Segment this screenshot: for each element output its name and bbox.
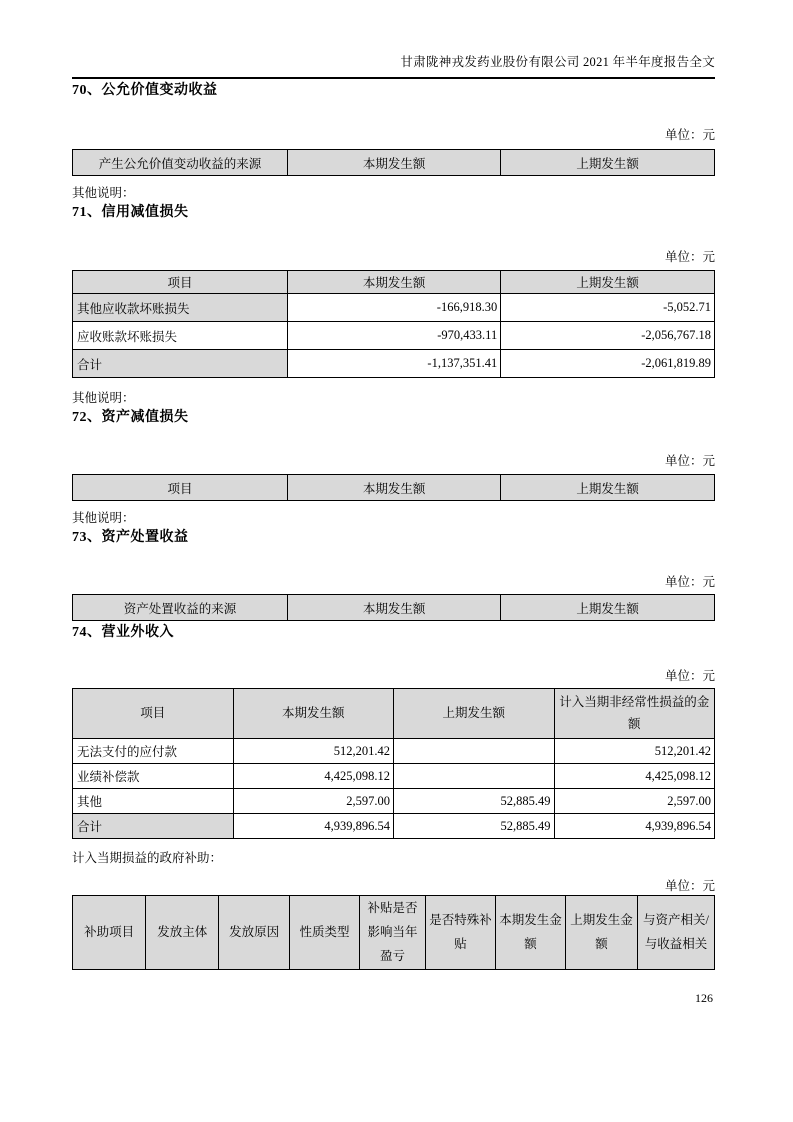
row-label: 应收账款坏账损失 <box>73 322 288 350</box>
col-header-asset-or-income-related: 与资产相关/与收益相关 <box>637 896 714 970</box>
col-header-grantor: 发放主体 <box>146 896 219 970</box>
cell-current-value: -166,918.30 <box>288 294 501 322</box>
col-header-current-period: 本期发生额 <box>288 271 501 294</box>
col-header-current-period: 本期发生额 <box>288 595 501 621</box>
table-header-row <box>73 271 715 294</box>
col-header-current-amount: 本期发生金额 <box>496 896 566 970</box>
cell-current-value: -970,433.11 <box>288 322 501 350</box>
cell-nonrecurring-value: 2,597.00 <box>554 789 715 814</box>
table-header-row <box>73 475 715 501</box>
cell-prior-value: -2,056,767.18 <box>501 322 715 350</box>
row-label-total: 合计 <box>73 814 234 839</box>
table-asset-impairment-loss <box>72 474 715 501</box>
table-row <box>73 322 715 350</box>
col-header-item: 项目 <box>73 475 288 501</box>
col-header-prior-period: 上期发生额 <box>501 150 715 176</box>
cell-current-value: 2,597.00 <box>233 789 394 814</box>
unit-label: 单位：元 <box>664 250 715 264</box>
table-row-total <box>73 814 715 839</box>
table-header-row <box>73 689 715 739</box>
table-fair-value-change <box>72 149 715 176</box>
section-70-title: 70、公允价值变动收益 <box>72 83 218 98</box>
table-header-row <box>73 896 715 970</box>
col-header-prior-period: 上期发生额 <box>501 595 715 621</box>
col-header-source: 产生公允价值变动收益的来源 <box>73 150 288 176</box>
col-header-prior-period: 上期发生额 <box>501 271 715 294</box>
table-credit-impairment-loss <box>72 270 715 378</box>
unit-label: 单位：元 <box>664 879 715 893</box>
col-header-grant-item: 补助项目 <box>73 896 146 970</box>
table-row <box>73 789 715 814</box>
col-header-nonrecurring-amount: 计入当期非经常性损益的金额 <box>554 689 715 739</box>
cell-prior-value: 52,885.49 <box>394 789 555 814</box>
table-non-operating-income <box>72 688 715 839</box>
col-header-current-period: 本期发生额 <box>288 475 501 501</box>
table-row <box>73 739 715 764</box>
page-number: 126 <box>695 991 713 1006</box>
col-header-prior-period: 上期发生额 <box>394 689 555 739</box>
cell-prior-value <box>394 739 555 764</box>
other-notes-label: 其他说明： <box>72 511 135 525</box>
section-71-title: 71、信用减值损失 <box>72 205 189 220</box>
col-header-source: 资产处置收益的来源 <box>73 595 288 621</box>
col-header-grant-reason: 发放原因 <box>219 896 290 970</box>
table-asset-disposal-income <box>72 594 715 621</box>
col-header-current-period: 本期发生额 <box>233 689 394 739</box>
document-header-title: 甘肃陇神戎发药业股份有限公司 2021 年半年度报告全文 <box>400 55 715 69</box>
row-label: 其他应收款坏账损失 <box>73 294 288 322</box>
col-header-affects-profit: 补贴是否影响当年盈亏 <box>359 896 425 970</box>
cell-current-value: 512,201.42 <box>233 739 394 764</box>
col-header-prior-period: 上期发生额 <box>501 475 715 501</box>
section-73-title: 73、资产处置收益 <box>72 530 189 545</box>
gov-grants-note: 计入当期损益的政府补助： <box>72 851 223 865</box>
cell-nonrecurring-value: 4,939,896.54 <box>554 814 715 839</box>
cell-prior-value: -2,061,819.89 <box>501 350 715 378</box>
table-header-row <box>73 595 715 621</box>
cell-current-value: -1,137,351.41 <box>288 350 501 378</box>
cell-prior-value: -5,052.71 <box>501 294 715 322</box>
other-notes-label: 其他说明： <box>72 391 135 405</box>
unit-label: 单位：元 <box>664 128 715 142</box>
row-label: 业绩补偿款 <box>73 764 234 789</box>
table-row-total <box>73 350 715 378</box>
col-header-item: 项目 <box>73 689 234 739</box>
table-government-grants <box>72 895 715 970</box>
table-row <box>73 294 715 322</box>
cell-current-value: 4,425,098.12 <box>233 764 394 789</box>
col-header-current-period: 本期发生额 <box>288 150 501 176</box>
unit-label: 单位：元 <box>664 454 715 468</box>
col-header-special-subsidy: 是否特殊补贴 <box>426 896 496 970</box>
row-label: 无法支付的应付款 <box>73 739 234 764</box>
row-label: 其他 <box>73 789 234 814</box>
col-header-prior-amount: 上期发生金额 <box>566 896 638 970</box>
cell-nonrecurring-value: 512,201.42 <box>554 739 715 764</box>
cell-current-value: 4,939,896.54 <box>233 814 394 839</box>
section-74-title: 74、营业外收入 <box>72 625 174 640</box>
unit-label: 单位：元 <box>664 575 715 589</box>
table-header-row <box>73 150 715 176</box>
cell-nonrecurring-value: 4,425,098.12 <box>554 764 715 789</box>
table-row <box>73 764 715 789</box>
unit-label: 单位：元 <box>664 669 715 683</box>
col-header-item: 项目 <box>73 271 288 294</box>
cell-prior-value <box>394 764 555 789</box>
section-72-title: 72、资产减值损失 <box>72 410 189 425</box>
other-notes-label: 其他说明： <box>72 186 135 200</box>
cell-prior-value: 52,885.49 <box>394 814 555 839</box>
row-label-total: 合计 <box>73 350 288 378</box>
col-header-nature-type: 性质类型 <box>289 896 359 970</box>
